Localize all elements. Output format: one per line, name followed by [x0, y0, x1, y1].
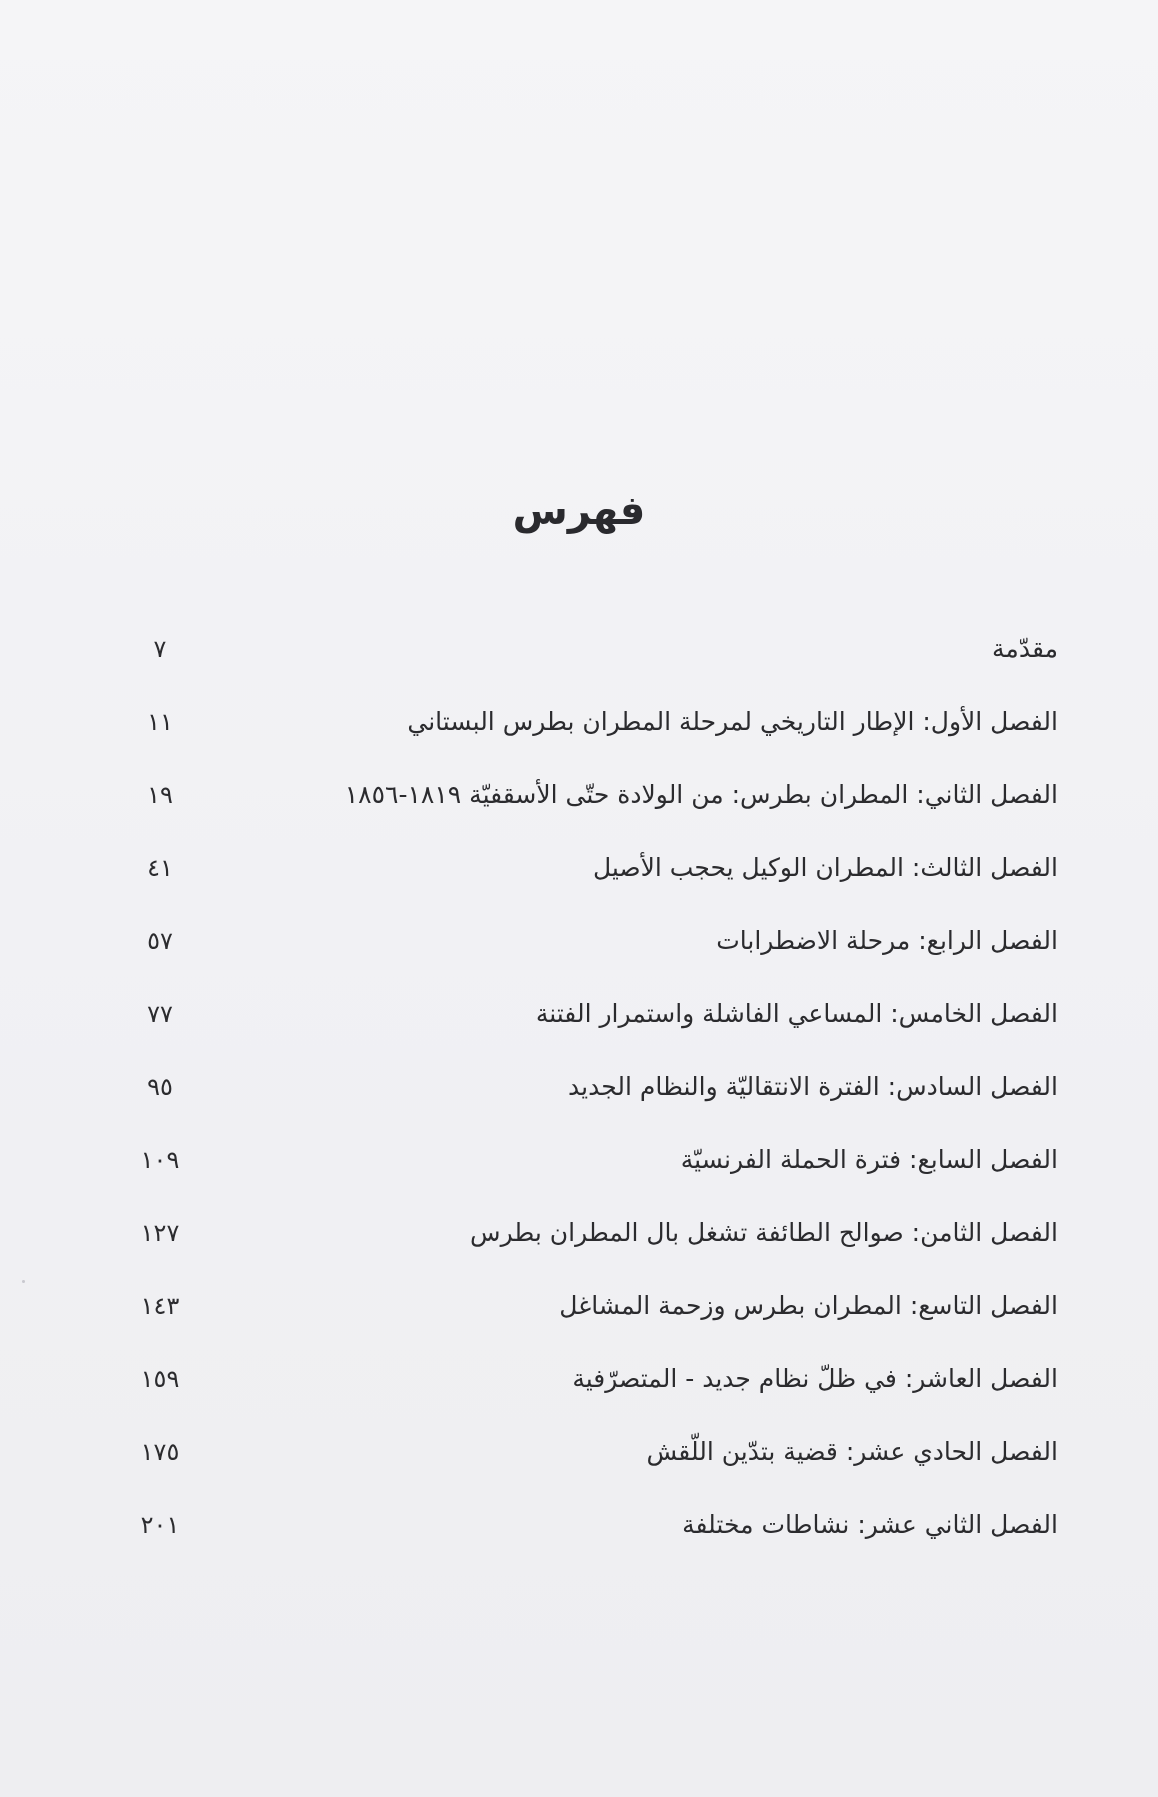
- toc-entry-label: الفصل السادس: الفترة الانتقاليّة والنظام الجديد: [568, 1072, 1058, 1101]
- toc-entry: [0, 1500, 1158, 1550]
- toc-entry: [0, 1354, 1158, 1404]
- toc-entry-label: الفصل الخامس: المساعي الفاشلة واستمرار الفتنة: [535, 999, 1058, 1028]
- toc-entry-label: مقدّمة: [992, 634, 1058, 663]
- toc-entry-page: ٧: [153, 635, 167, 663]
- toc-entry-label: الفصل الرابع: مرحلة الاضطرابات: [716, 926, 1058, 955]
- toc-entry-page: ٧٧: [147, 1000, 173, 1028]
- toc-entry-label: الفصل الثالث: المطران الوكيل يحجب الأصيل: [592, 853, 1058, 882]
- page-title: فهرس: [512, 488, 646, 534]
- toc-entry: [0, 697, 1158, 747]
- toc-entry-label: الفصل العاشر: في ظلّ نظام جديد - المتصرّفية: [572, 1364, 1058, 1393]
- toc-entry-page: ١١: [147, 708, 173, 736]
- toc-entry-page: ١٩: [147, 781, 173, 809]
- toc-entry-label: الفصل الثامن: صوالح الطائفة تشغل بال المطران بطرس: [470, 1218, 1058, 1247]
- toc-entry: [0, 1135, 1158, 1185]
- toc-entry-label: الفصل الثاني: المطران بطرس: من الولادة حتّى الأسقفيّة ١٨١٩-١٨٥٦: [344, 780, 1058, 809]
- toc-entry-page: ٥٧: [147, 927, 173, 955]
- toc-entry-page: ٤١: [147, 854, 173, 882]
- toc-entry-page: ١٤٣: [140, 1292, 180, 1320]
- toc-entry-label: الفصل الحادي عشر: قضية بتدّين اللّقش: [646, 1437, 1058, 1466]
- toc-entry-label: الفصل الثاني عشر: نشاطات مختلفة: [682, 1510, 1058, 1539]
- toc-entry: [0, 843, 1158, 893]
- toc-entry-label: الفصل السابع: فترة الحملة الفرنسيّة: [680, 1145, 1058, 1174]
- toc-entry-label: الفصل التاسع: المطران بطرس وزحمة المشاغل: [559, 1291, 1058, 1320]
- toc-entry-page: ١٠٩: [140, 1146, 180, 1174]
- toc-entry-page: ١٥٩: [140, 1365, 180, 1393]
- toc-entry-page: ٢٠١: [140, 1511, 180, 1539]
- toc-entry-page: ١٢٧: [140, 1219, 180, 1247]
- toc-entry: [0, 1208, 1158, 1258]
- toc-entry: [0, 1281, 1158, 1331]
- toc-entry: [0, 770, 1158, 820]
- toc-entry: [0, 624, 1158, 674]
- toc-entry: [0, 916, 1158, 966]
- toc-entry-page: ١٧٥: [140, 1438, 180, 1466]
- toc-entry-page: ٩٥: [147, 1073, 173, 1101]
- toc-entry: [0, 1062, 1158, 1112]
- toc-entry-label: الفصل الأول: الإطار التاريخي لمرحلة المطران بطرس البستاني: [407, 707, 1058, 736]
- toc-entry: [0, 989, 1158, 1039]
- toc-entry: [0, 1427, 1158, 1477]
